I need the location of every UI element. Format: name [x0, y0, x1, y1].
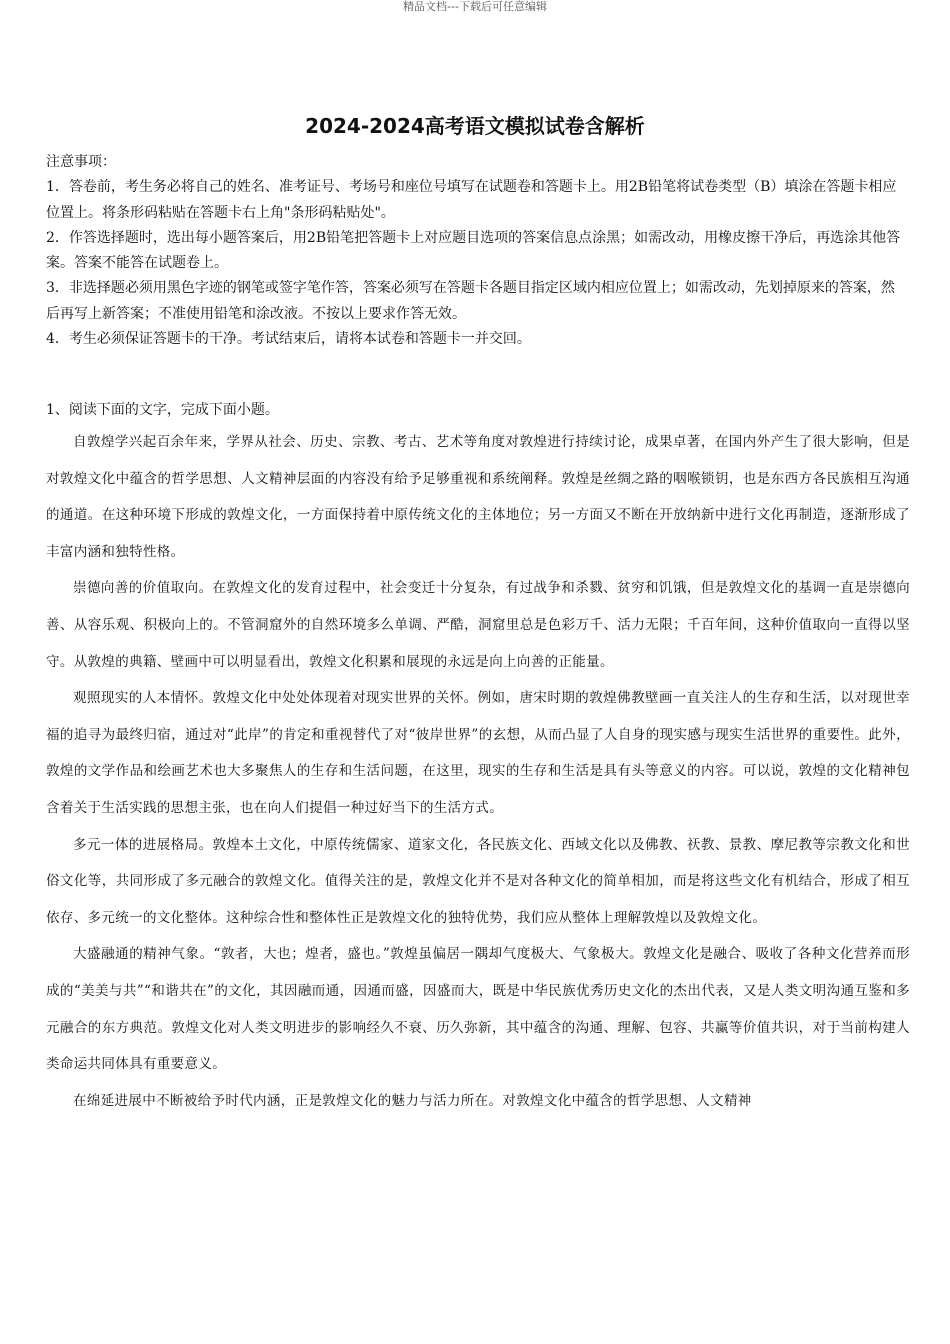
notice-section — [46, 150, 906, 352]
reading-passage — [46, 424, 910, 1119]
page-header-watermark: 精品文档---下载后可任意编辑 — [403, 0, 547, 13]
document-title: 2024-2024高考语文模拟试卷含解析 — [305, 114, 645, 138]
question-1 — [46, 398, 910, 1119]
notice-heading: 注意事项： — [46, 154, 116, 170]
notice-item-1: 1．答卷前，考生务必将自己的姓名、准考证号、考场号和座位号填写在试题卷和答题卡上。用2B铅笔将试卷类型（B）填涂在答题卡相应位置上。将条形码粘贴在答题卡右上角"条形码粘贴处"。 — [46, 179, 897, 221]
passage-paragraph-6: 在绵延进展中不断被给予时代内涵，正是敦煌文化的魅力与活力所在。对敦煌文化中蕴含的哲学思想、人文精神 — [73, 1092, 752, 1109]
notice-item-2: 2．作答选择题时，选出每小题答案后，用2B铅笔把答题卡上对应题目选项的答案信息点涂黑；如需改动，用橡皮擦干净后，再选涂其他答案。答案不能答在试题卷上。 — [46, 229, 901, 272]
passage-paragraph-3: 观照现实的人本情怀。敦煌文化中处处体现着对现实世界的关怀。例如，唐宋时期的敦煌佛教壁画一直关注人的生存和生活，以对现世幸福的追寻为最终归宿，通过对“此岸”的肯定和重视替代了对“彼岸世界”的玄想，从而凸显了人自身的现实感与现实生活世界的重要性。此外，敦煌的文学作品和绘画艺术也大多聚焦人的生存和生活问题，在这里，现实的生存和生活是具有头等意义的内容。可以说，敦煌的文化精神包含着关于生活实践的思想主张，也在向人们提倡一种过好当下的生活方式。 — [46, 690, 910, 816]
passage-paragraph-2: 崇德向善的价值取向。在敦煌文化的发育过程中，社会变迁十分复杂，有过战争和杀戮、贫穷和饥饿，但是敦煌文化的基调一直是崇德向善、从容乐观、积极向上的。不管洞窟外的自然环境多么单调、严酷，洞窟里总是色彩万千、活力无限；千百年间，这种价值取向一直得以坚守。从敦煌的典籍、壁画中可以明显看出，敦煌文化积累和展现的永远是向上向善的正能量。 — [46, 580, 910, 670]
passage-paragraph-1: 自敦煌学兴起百余年来，学界从社会、历史、宗教、考古、艺术等角度对敦煌进行持续讨论，成果卓著，在国内外产生了很大影响，但是对敦煌文化中蕴含的哲学思想、人文精神层面的内容没有给予足够重视和系统阐释。敦煌是丝绸之路的咽喉锁钥，也是东西方各民族相互沟通的通道。在这种环境下形成的敦煌文化，一方面保持着中原传统文化的主体地位；另一方面又不断在开放纳新中进行文化再制造，逐渐形成了丰富内涵和独特性格。 — [46, 434, 910, 560]
passage-paragraph-4: 多元一体的进展格局。敦煌本土文化，中原传统儒家、道家文化，各民族文化、西域文化以及佛教、祆教、景教、摩尼教等宗教文化和世俗文化等，共同形成了多元融合的敦煌文化。值得关注的是，敦煌文化并不是对各种文化的简单相加，而是将这些文化有机结合，形成了相互依存、多元统一的文化整体。这种综合性和整体性正是敦煌文化的独特优势，我们应从整体上理解敦煌以及敦煌文化。 — [46, 836, 910, 926]
notice-item-4: 4．考生必须保证答题卡的干净。考试结束后，请将本试卷和答题卡一并交回。 — [46, 331, 531, 348]
passage-paragraph-5: 大盛融通的精神气象。“敦者，大也；煌者，盛也。”敦煌虽偏居一隅却气度极大、气象极大。敦煌文化是融合、吸收了各种文化营养而形成的“美美与共”“和谐共在”的文化，其因融而通，因通而盛，因盛而大，既是中华民族优秀历史文化的杰出代表，又是人类文明沟通互鉴和多元融合的东方典范。敦煌文化对人类文明进步的影响经久不衰、历久弥新，其中蕴含的沟通、理解、包容、共赢等价值共识，对于当前构建人类命运共同体具有重要意义。 — [46, 946, 910, 1073]
question-heading: 1、阅读下面的文字，完成下面小题。 — [46, 402, 279, 418]
notice-item-3: 3．非选择题必须用黑色字迹的钢笔或签字笔作答，答案必须写在答题卡各题目指定区域内相应位置上；如需改动，先划掉原来的答案，然后再写上新答案；不准使用铅笔和涂改液。不按以上要求作答无效。 — [46, 280, 895, 322]
